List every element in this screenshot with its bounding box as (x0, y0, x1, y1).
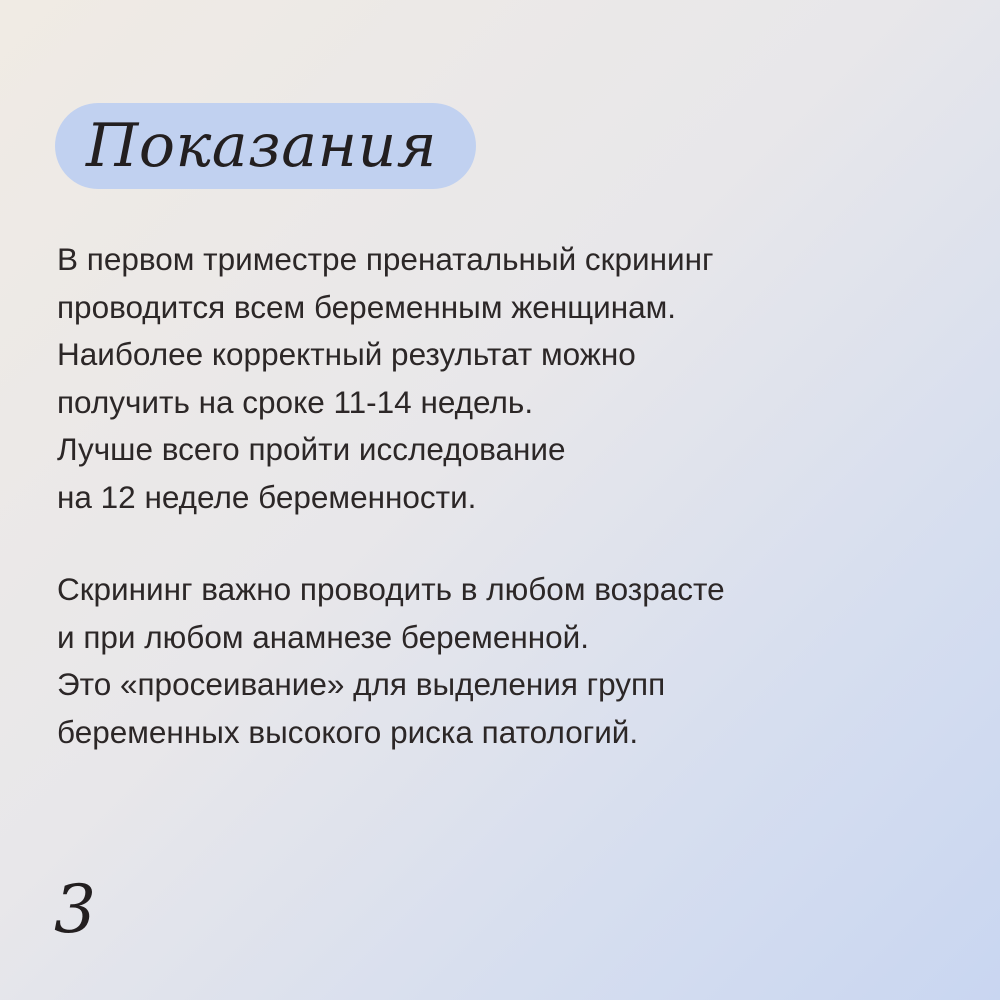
paragraph-line: В первом триместре пренатальный скрининг (57, 241, 714, 277)
paragraph-indications (57, 236, 957, 522)
paragraph-line: Это «просеивание» для выделения групп (57, 666, 666, 703)
paragraph-line: беременных высокого риска патологий. (57, 713, 639, 750)
paragraph-importance (57, 566, 957, 756)
paragraph-line: Скрининг важно проводить в любом возрасте (57, 571, 725, 607)
slide-title: Показания (86, 111, 437, 181)
page-number: 3 (54, 871, 96, 948)
paragraph-line: на 12 неделе беременности. (57, 478, 477, 515)
paragraph-line: Лучше всего пройти исследование (57, 431, 566, 468)
paragraph-line: Наиболее корректный результат можно (57, 336, 636, 373)
paragraph-line: и при любом анамнезе беременной. (57, 618, 589, 655)
paragraph-line: проводится всем беременным женщинам. (57, 288, 677, 325)
paragraph-line: получить на сроке 11-14 недель. (57, 383, 534, 420)
